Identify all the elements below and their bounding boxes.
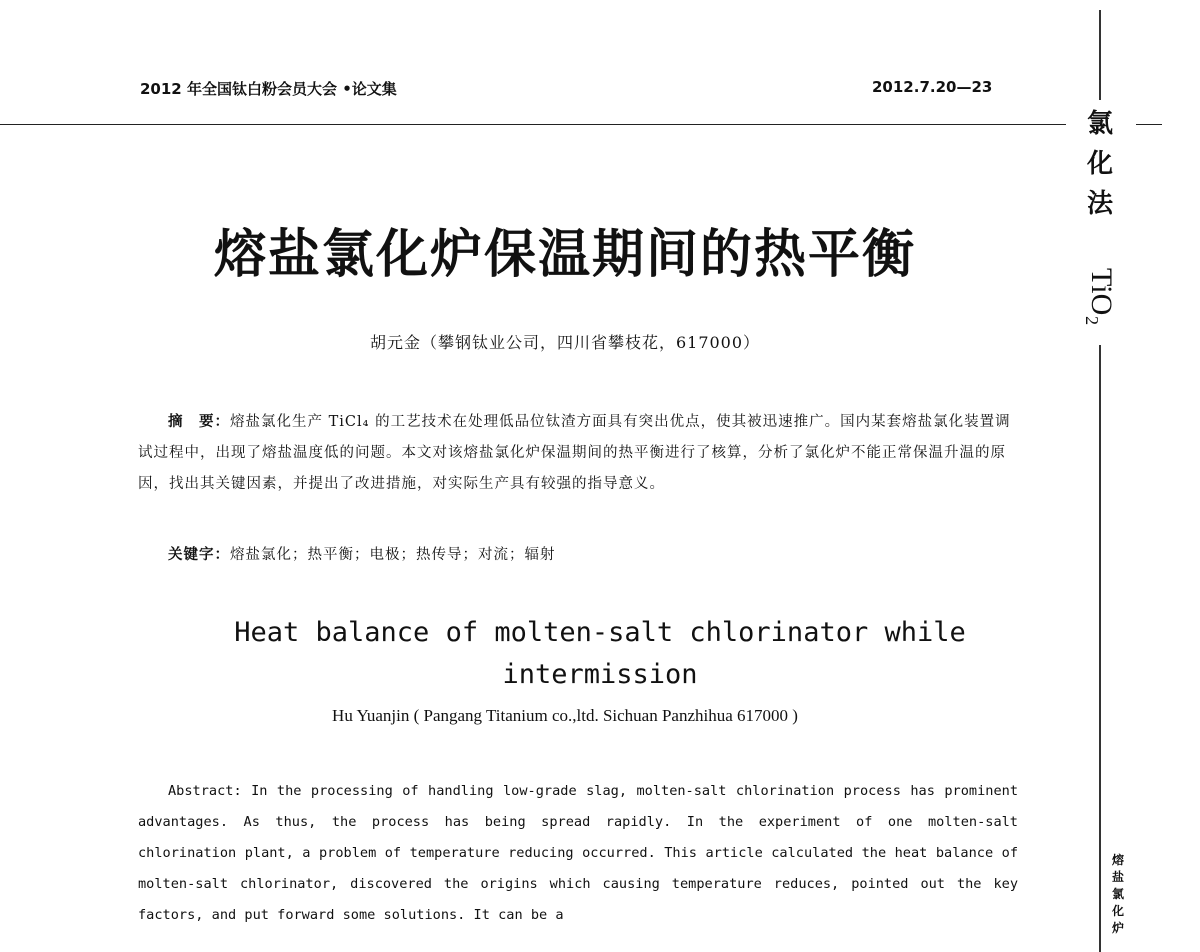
abstract-en-text: Abstract: In the processing of handling low-grade slag, molten-salt chlorination process has prominent advantages. As thus, the process has being spread rapidly. In the experiment of one molten-salt chlorination plant, a problem of temperature reducing occurred. This article calculated the heat balance of molten-salt chlorinator, discovered the origins which causing temperature reduces, pointed out the key factors, and put forward some solutions. It can be a bbox=[138, 783, 1018, 923]
abstract-cn-label: 摘 要： bbox=[168, 414, 230, 430]
keywords-text: 熔盐氯化；热平衡；电极；热传导；对流；辐射 bbox=[230, 547, 556, 563]
running-header-date: 2012.7.20—23 bbox=[872, 78, 993, 96]
side-tab-formula: TiO₂ bbox=[1085, 268, 1118, 326]
side-small-char: 化 bbox=[1112, 904, 1125, 918]
side-small-char: 氯 bbox=[1112, 887, 1125, 901]
author-affiliation-en: Hu Yuanjin ( Pangang Titanium co.,ltd. Sichuan Panzhihua 617000 ) bbox=[332, 706, 798, 725]
side-small-char: 熔 bbox=[1112, 853, 1125, 867]
abstract-en bbox=[138, 776, 1018, 931]
keywords bbox=[168, 540, 556, 571]
header-rule bbox=[0, 124, 1066, 125]
side-running-title bbox=[1112, 852, 1128, 937]
side-tab-char: 化 bbox=[1086, 149, 1113, 179]
header-rule-right bbox=[1136, 124, 1162, 125]
paper-title: 熔盐氯化炉保温期间的热平衡 bbox=[213, 225, 916, 285]
side-small-char: 盐 bbox=[1112, 870, 1125, 884]
abstract-cn bbox=[138, 407, 1018, 500]
abstract-cn-text: 熔盐氯化生产 TiCl₄ 的工艺技术在处理低品位钛渣方面具有突出优点，使其被迅速推广。国内某套熔盐氯化装置调试过程中，出现了熔盐温度低的问题。本文对该熔盐氯化炉保温期间的热平衡进行了核算，分析了氯化炉不能正常保温升温的原因，找出其关键因素，并提出了改进措施，对实际生产具有较强的指导意义。 bbox=[138, 414, 1011, 492]
side-tab-char: 法 bbox=[1086, 189, 1113, 219]
keywords-label: 关键字： bbox=[168, 547, 230, 563]
author-affiliation-cn: 胡元金（攀钢钛业公司，四川省攀枝花，617000） bbox=[369, 333, 761, 352]
side-tab-char: 氯 bbox=[1086, 109, 1113, 139]
side-rule bbox=[1099, 345, 1101, 952]
paper-title-en: Heat balance of molten-salt chlorinator while intermission bbox=[234, 617, 966, 690]
side-small-char: 炉 bbox=[1112, 921, 1125, 935]
running-header-left: 2012 年全国钛白粉会员大会 •论文集 bbox=[140, 80, 397, 98]
side-rule-top bbox=[1099, 10, 1101, 100]
